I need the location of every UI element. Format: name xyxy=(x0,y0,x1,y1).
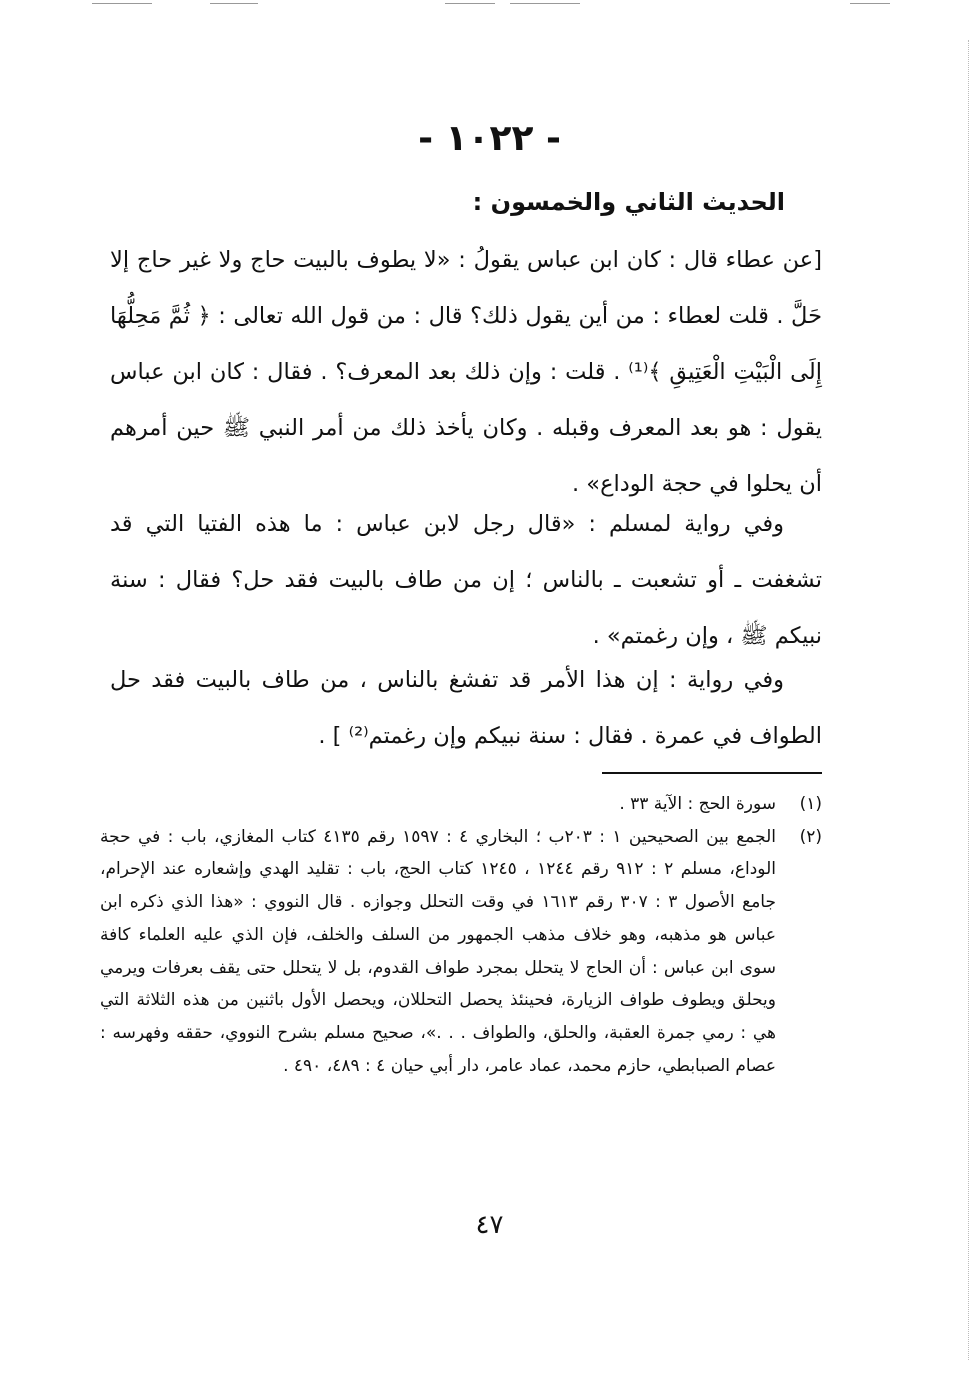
footnote-text: الجمع بين الصحيحين ١ : ٢٠٣ب ؛ البخاري ٤ : ١٥٩٧ رقم ٤١٣٥ كتاب المغازي، باب : في حجة الوداع، مسلم ٢ : ٩١٢ رقم ١٢٤٤ ، ١٢٤٥ كتاب الحج، باب : تقليد الهدي وإشعاره عند الإحرام، جامع الأصول ٣ : ٣٠٧ رقم ١٦١٣ في وقت التحلل وجوازه . قال النووي : «هذا الذي ذكره ابن عباس هو مذهبه، وهو خلاف مذهب الجمهور من السلف والخلف، فإن الذي عليه العلماء كافة سوى ابن عباس : أن الحاج لا يتحلل بمجرد طواف القدوم، بل لا يتحلل حتى يقف بعرفات ويرمي ويحلق ويطوف طواف الزيارة، فحينئذ يحصل التحللان، ويحصل الأول باثنين من هذه الثلاثة التي هي : رمي جمرة العقبة، والحلق، والطواف . . .»، صحيح مسلم بشرح النووي، حققه وفهرسه : عصام الصبابطي، حازم محمد، عماد عامر، دار أبي حيان ٤ : ٤٨٩، ٤٩٠ . xyxy=(100,826,776,1076)
scan-edge-line xyxy=(850,3,890,4)
paragraph-hadith: [عن عطاء قال : كان ابن عباس يقولُ : «لا يطوف بالبيت حاج ولا غير حاج إلا حَلَّ . قلت لعطاء : من أين يقول ذلك؟ قال : من قول الله تعالى : ﴿ ثُمَّ مَحِلُّهَا إِلَى الْبَيْتِ الْعَتِيقِ ﴾⁽¹⁾ . قلت : وإن ذلك بعد المعرف؟ . فقال : كان ابن عباس يقول : هو بعد المعرف وقبله . وكان يأخذ ذلك من أمر النبي ﷺ حين أمرهم أن يحلوا في حجة الوداع» . xyxy=(110,247,822,497)
section-heading: الحديث الثاني والخمسون : xyxy=(472,188,785,216)
scan-edge-line xyxy=(510,3,580,4)
page-header-number: - ١٠٢٢ - xyxy=(418,118,561,159)
scan-edge-line xyxy=(210,3,258,4)
main-text-block-2 xyxy=(110,496,822,664)
footnote-2 xyxy=(100,821,822,1083)
scan-edge-line xyxy=(445,3,495,4)
paragraph-other-narration: وفي رواية : إن هذا الأمر قد تفشغ بالناس ، من طاف بالبيت فقد حل الطواف في عمرة . فقال : سنة نبيكم وإن رغمتم⁽²⁾ ] . xyxy=(110,667,822,749)
footnote-divider xyxy=(602,772,822,774)
paragraph-muslim-narration: وفي رواية لمسلم : «قال رجل لابن عباس : ما هذه الفتيا التي قد تشغفت ـ أو تشعبت ـ بالناس ؛ إن من طاف بالبيت فقد حل؟ فقال : سنة نبيكم ﷺ ، وإن رغمتم» . xyxy=(110,511,822,649)
page-number: ٤٧ xyxy=(475,1210,504,1240)
scan-margin-line xyxy=(968,40,969,1360)
footnote-text: سورة الحج : الآية ٣٣ . xyxy=(619,794,776,814)
scan-edge-line xyxy=(92,3,152,4)
main-text-block-3 xyxy=(110,652,822,764)
footnote-number: (٢) xyxy=(799,826,822,847)
footnote-1 xyxy=(100,788,822,821)
footnote-number: (١) xyxy=(799,794,822,814)
main-text-block-1 xyxy=(110,232,822,512)
footnotes xyxy=(100,788,822,1082)
